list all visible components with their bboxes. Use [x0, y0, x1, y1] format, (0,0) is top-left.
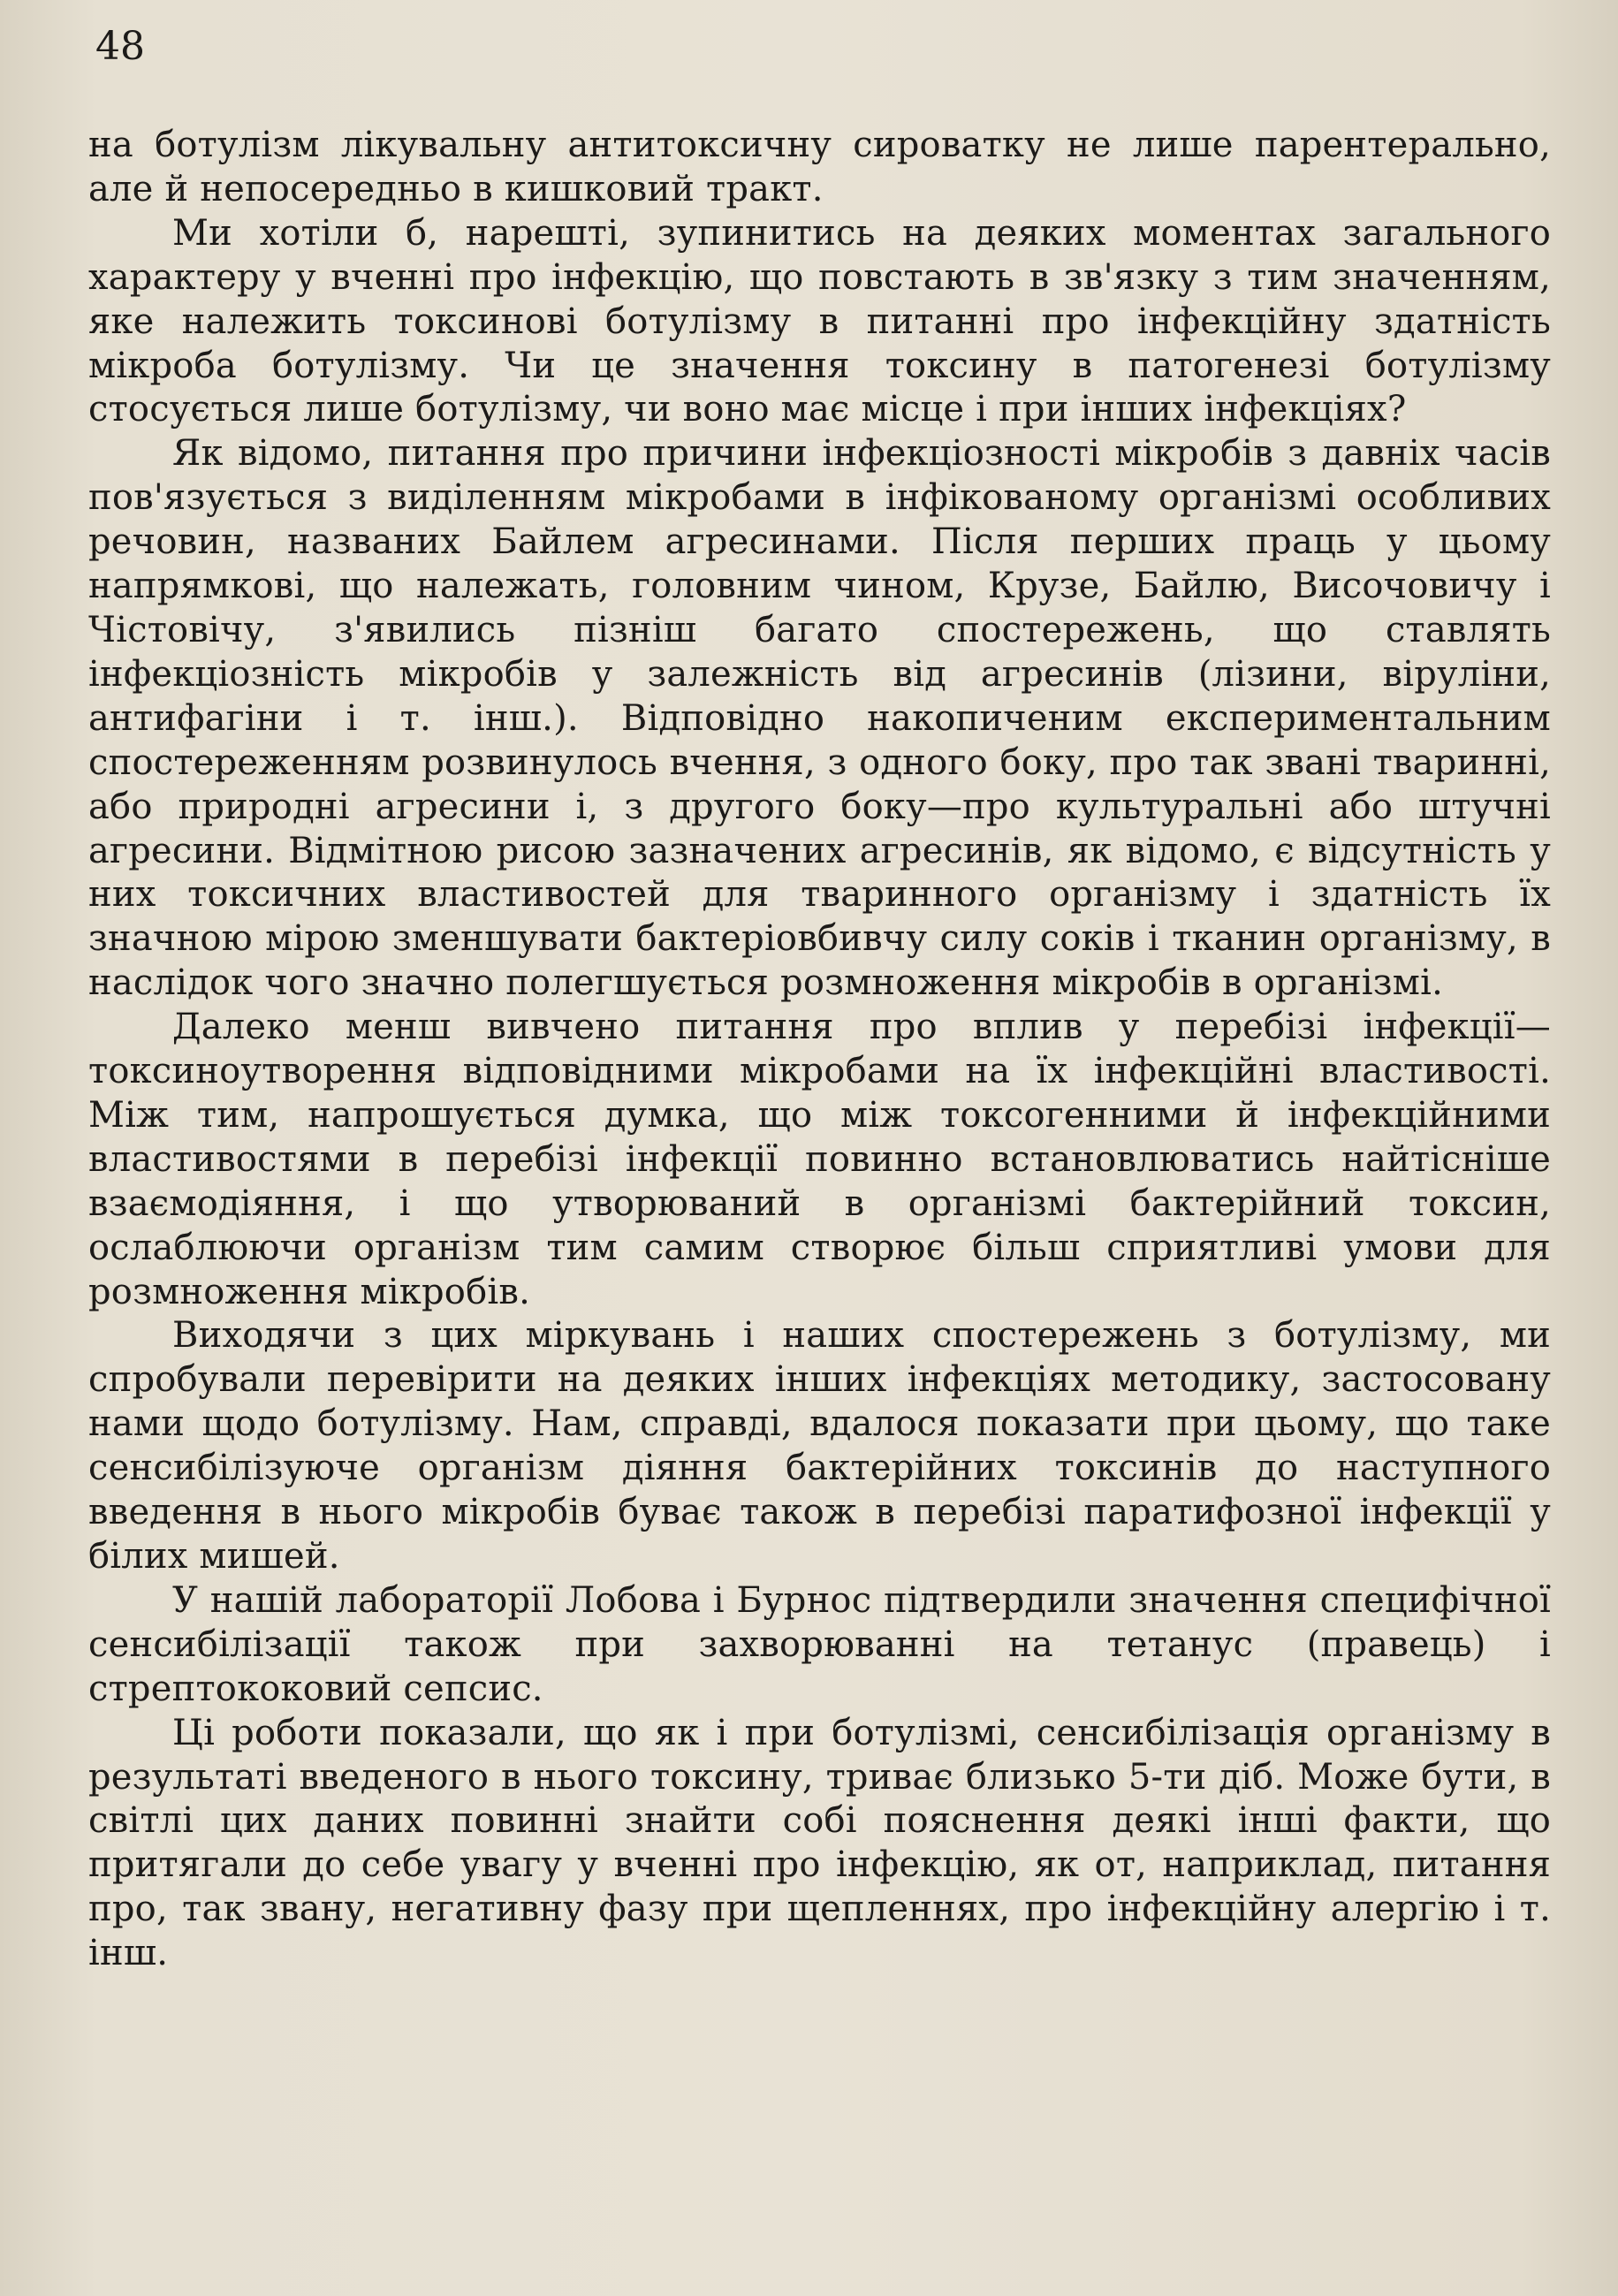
paragraph-1: на ботулізм лікувальну антитоксичну сироватку не лише парентерально, але й непосередньо в кишковий тракт.	[88, 125, 1551, 209]
paragraph-5: Виходячи з цих міркувань і наших спостережень з ботулізму, ми спробували перевірити на деяких інших інфекціях методику, застосовану нами щодо ботулізму. Нам, справді, вдалося показати при цьому, що таке сенсибілізуюче організм діяння бактерійних токсинів до наступного введення в нього мікробів буває також в перебізі паратифозної інфекції у білих мишей.	[88, 1315, 1551, 1577]
paragraph-3: Як відомо, питання про причини інфекціозності мікробів з давніх часів пов'язується з виділенням мікробами в інфікованому організмі особливих речовин, названих Байлем агресинами. Після перших праць у цьому напрямкові, що належать, головним чином, Крузе, Байлю, Височовичу і Чістовічу, з'явились пізніш багато спостережень, що ставлять інфекціозність мікробів у залежність від агресинів (лізини, віруліни, антифагіни і т. інш.). Відповідно накопиченим експериментальним спостереженням розвинулось вчення, з одного боку, про так звані тваринні, або природні агресини і, з другого боку—про культуральні або штучні агресини. Відмітною рисою зазначених агресинів, як відомо, є відсутність у них токсичних властивостей для тваринного організму і здатність їх значною мірою зменшувати бактеріовбивчу силу соків і тканин організму, в наслідок чого значно полегшується розмноження мікробів в організмі.	[88, 433, 1551, 1004]
paragraph-2: Ми хотіли б, нарешті, зупинитись на деяких моментах загального характеру у вченні про інфекцію, що повстають в зв'язку з тим значенням, яке належить токсинові ботулізму в питанні про інфекційну здатність мікроба ботулізму. Чи це значення токсину в патогенезі ботулізму стосується лише ботулізму, чи воно має місце і при інших інфекціях?	[88, 212, 1551, 430]
paragraph-4: Далеко менш вивчено питання про вплив у перебізі інфекції—токсиноутворення відповідними мікробами на їх інфекційні властивості. Між тим, напрошується думка, що між токсогенними й інфекційними властивостями в перебізі інфекції повинно встановлюватись найтісніше взаємодіяння, і що утворюваний в організмі бактерійний токсин, ослаблюючи організм тим самим створює більш сприятливі умови для розмноження мікробів.	[88, 1007, 1551, 1312]
body-text	[88, 124, 1551, 1976]
paragraph-6: У нашій лабораторії Лобова і Бурнос підтвердили значення специфічної сенсибілізації також при захворюванні на тетанус (правець) і стрептококовий сепсис.	[88, 1579, 1551, 1709]
paragraph-7: Ці роботи показали, що як і при ботулізмі, сенсибілізація організму в результаті введеного в нього токсину, триває близько 5-ти діб. Може бути, в світлі цих даних повинні знайти собі пояснення деякі інші факти, що притягали до себе увагу у вченні про інфекцію, як от, наприклад, питання про, так звану, негативну фазу при щепленнях, про інфекційну алергію і т. інш.	[88, 1712, 1551, 1974]
page-number: 48	[95, 24, 145, 69]
